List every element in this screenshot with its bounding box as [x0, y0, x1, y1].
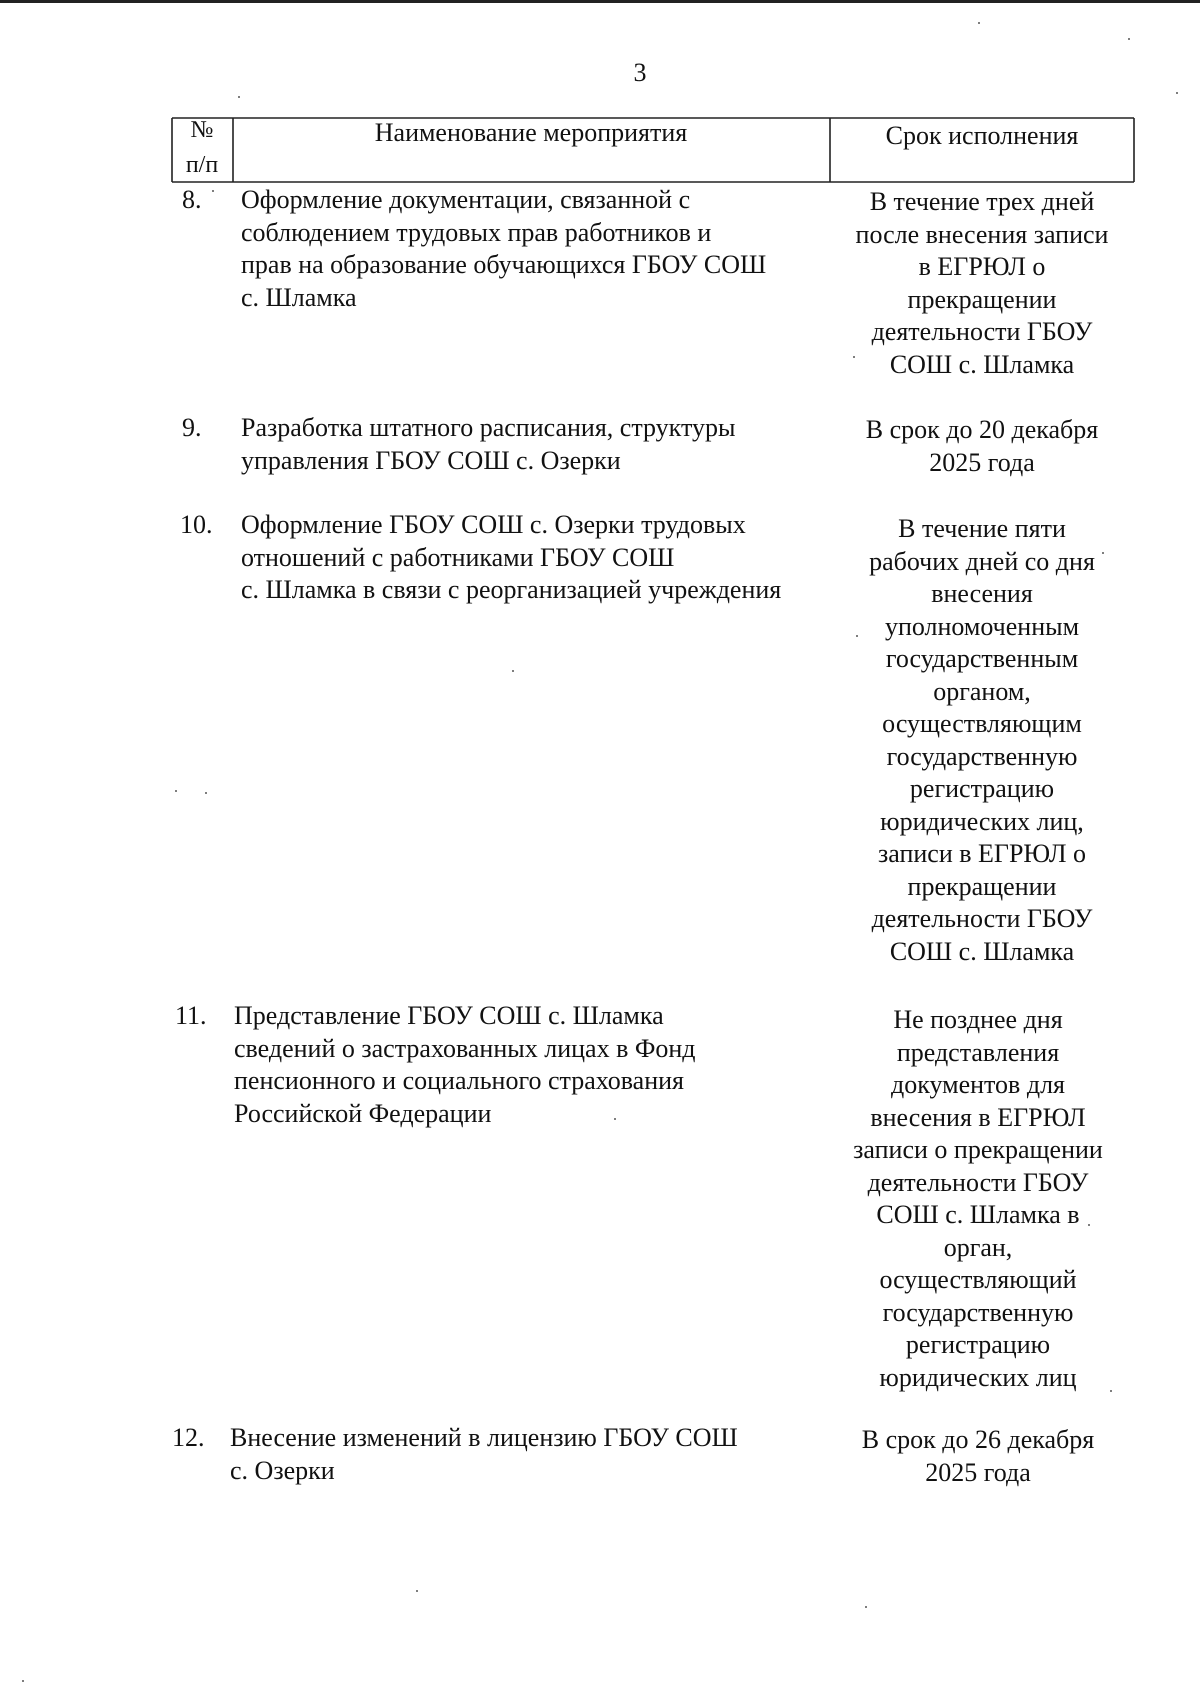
name-line: Разработка штатного расписания, структуры [241, 413, 736, 442]
scan-speck [978, 22, 980, 24]
name-line: Внесение изменений в лицензию ГБОУ СОШ [230, 1423, 738, 1452]
row-term [830, 186, 1134, 381]
term-line: деятельности ГБОУ [871, 904, 1093, 933]
term-line: регистрацию [909, 774, 1055, 803]
scan-speck [1128, 38, 1130, 40]
row-name [241, 184, 819, 314]
row-term [826, 1424, 1130, 1489]
term-line: записи в ЕГРЮЛ о [878, 839, 1086, 868]
row-name [234, 1000, 814, 1130]
term-line: регистрацию [905, 1330, 1051, 1359]
term-line: органом, [933, 676, 1031, 706]
row-name [241, 412, 819, 477]
row-term [830, 414, 1134, 479]
scan-speck [1110, 1390, 1112, 1392]
row-number: 10. [180, 510, 213, 539]
scan-speck [853, 356, 855, 358]
scan-speck [1102, 552, 1104, 554]
name-line: с. Озерки [230, 1455, 335, 1485]
term-line: В течение трех дней [869, 187, 1095, 216]
row-number: 12. [172, 1423, 205, 1452]
term-line: государственную [886, 741, 1078, 771]
row-term [830, 513, 1134, 968]
row-name [230, 1422, 810, 1487]
term-line: прекращении [907, 284, 1057, 314]
term-line: после внесения записи [855, 219, 1109, 249]
header-num-line2: п/п [185, 152, 219, 178]
term-line: внесения в ЕГРЮЛ [870, 1102, 1086, 1132]
term-line: В течение пяти [898, 514, 1066, 543]
name-line: Представление ГБОУ СОШ с. Шламка [234, 1001, 664, 1030]
term-line: осуществляющий [879, 1265, 1077, 1294]
row-name [241, 509, 819, 607]
scan-speck [512, 670, 514, 672]
header-name: Наименование мероприятия [374, 118, 688, 147]
term-line: государственную [882, 1297, 1074, 1327]
name-line: Оформление ГБОУ СОШ с. Озерки трудовых [241, 510, 746, 539]
name-line: Оформление документации, связанной с [241, 185, 691, 214]
term-line: документов для [890, 1070, 1065, 1099]
name-line: сведений о застрахованных лицах в Фонд [234, 1033, 696, 1063]
term-line: В срок до 26 декабря [861, 1425, 1095, 1454]
scan-speck [856, 635, 858, 637]
term-line: осуществляющим [882, 709, 1082, 738]
scan-speck [238, 96, 240, 98]
scan-speck [416, 1590, 418, 1592]
name-line: с. Шламка [241, 282, 357, 312]
scan-speck [1088, 1224, 1090, 1226]
header-num-line1: № [190, 117, 214, 143]
term-line: внесения [931, 579, 1033, 608]
term-line: представления [896, 1037, 1060, 1067]
row-number: 9. [182, 413, 202, 442]
row-term [826, 1004, 1130, 1394]
scan-speck [212, 190, 214, 192]
name-line: прав на образование обучающихся ГБОУ СОШ [241, 250, 767, 279]
term-line: деятельности ГБОУ [867, 1167, 1089, 1197]
term-line: прекращении [907, 871, 1057, 901]
scan-speck [205, 792, 207, 794]
scan-speck [614, 1118, 616, 1120]
row-number: 8. [182, 185, 202, 214]
term-line: уполномоченным [884, 611, 1080, 641]
term-line: юридических лиц, [880, 806, 1084, 836]
name-line: соблюдением трудовых прав работников и [241, 217, 712, 247]
name-line: пенсионного и социального страхования [234, 1066, 685, 1095]
term-line: орган, [943, 1232, 1013, 1262]
name-line: Российской Федерации [234, 1098, 492, 1128]
scan-speck [865, 1606, 867, 1608]
page-number: 3 [633, 58, 647, 87]
name-line: отношений с работниками ГБОУ СОШ [241, 542, 675, 572]
term-line: 2025 года [929, 447, 1035, 477]
term-line: В срок до 20 декабря [865, 415, 1099, 444]
name-line: управления ГБОУ СОШ с. Озерки [241, 445, 621, 475]
term-line: СОШ с. Шламка в [876, 1200, 1080, 1229]
scan-speck [175, 790, 177, 792]
term-line: Не позднее дня [893, 1005, 1063, 1034]
scan-speck [22, 1680, 24, 1682]
term-line: рабочих дней со дня [869, 546, 1095, 576]
term-line: в ЕГРЮЛ о [918, 252, 1046, 281]
term-line: деятельности ГБОУ [871, 317, 1093, 346]
term-line: 2025 года [925, 1457, 1031, 1487]
term-line: СОШ с. Шламка [889, 936, 1075, 966]
term-line: СОШ с. Шламка [889, 349, 1075, 379]
name-line: с. Шламка в связи с реорганизацией учреждения [241, 575, 782, 604]
term-line: юридических лиц [879, 1362, 1077, 1392]
row-number: 11. [175, 1001, 207, 1030]
table-header [0, 0, 1200, 190]
scan-speck [1176, 92, 1178, 94]
term-line: записи о прекращении [853, 1135, 1103, 1164]
term-line: государственным [885, 644, 1079, 673]
header-term: Срок исполнения [885, 121, 1079, 150]
